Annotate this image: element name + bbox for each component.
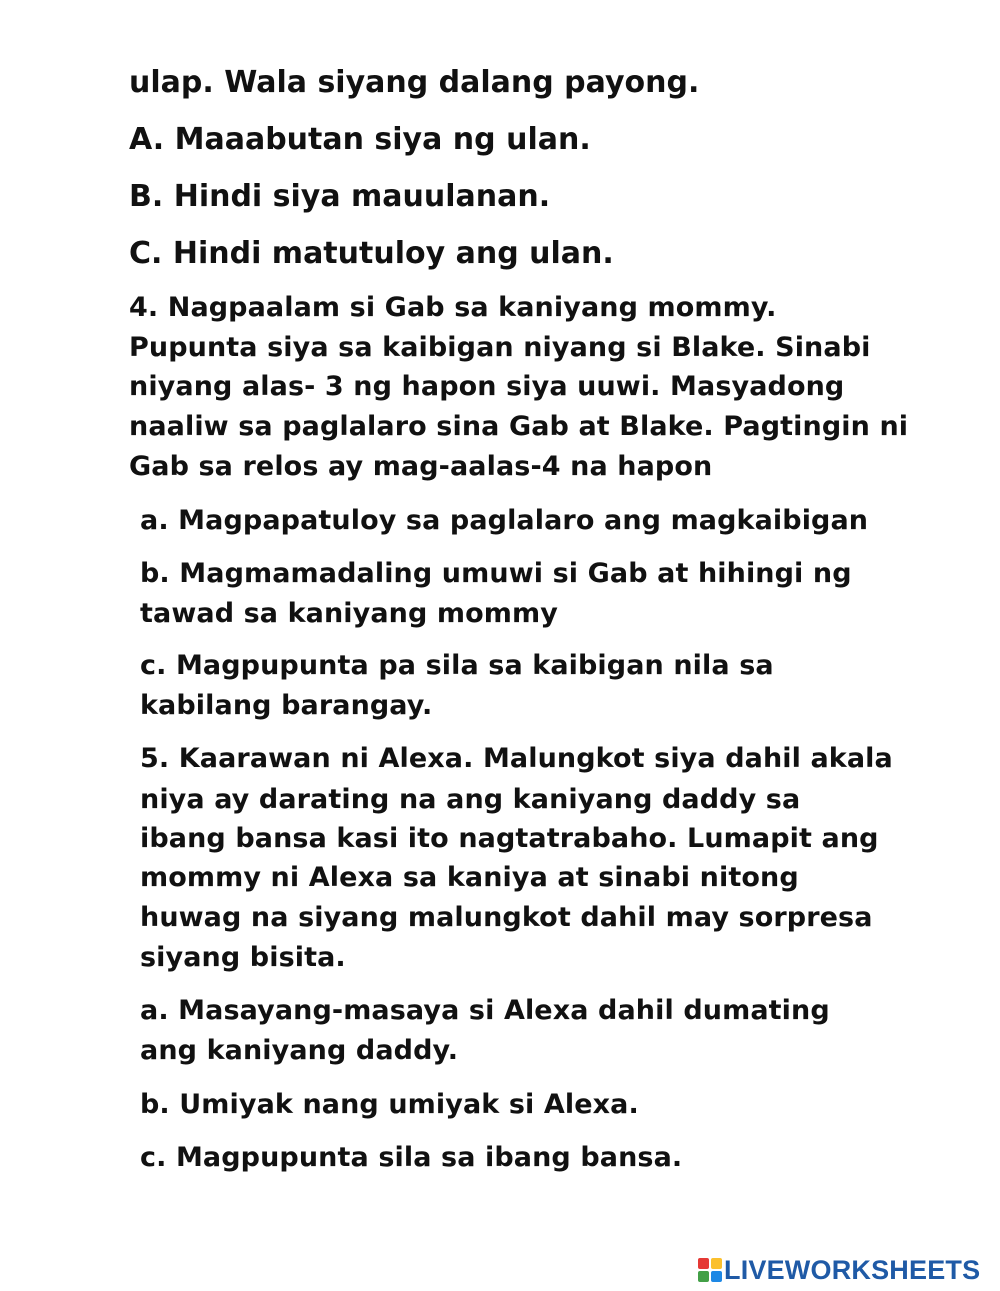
- option-text: B. Hindi siya mauulanan.: [129, 179, 551, 214]
- question-text: niyang alas- 3 ng hapon siya uuwi. Masyadong: [129, 371, 845, 402]
- logo-square-icon: [711, 1271, 722, 1282]
- question-text: siyang bisita.: [140, 942, 346, 973]
- question-text: 5. Kaarawan ni Alexa. Malungkot siya dahil akala: [140, 743, 893, 774]
- logo-square-icon: [711, 1258, 722, 1269]
- option-text: b. Umiyak nang umiyak si Alexa.: [140, 1089, 639, 1120]
- brand-text: LIVEWORKSHEETS: [724, 1254, 981, 1285]
- option-text: a. Magpapatuloy sa paglalaro ang magkaibigan: [140, 505, 869, 536]
- question-text: huwag na siyang malungkot dahil may sorpresa: [140, 902, 873, 933]
- question-text: ibang bansa kasi ito nagtatrabaho. Lumapit ang: [140, 823, 879, 854]
- option-text: c. Magpupunta sila sa ibang bansa.: [140, 1142, 683, 1173]
- option-text: c. Magpupunta pa sila sa kaibigan nila sa: [140, 650, 774, 681]
- question-text: mommy ni Alexa sa kaniya at sinabi nitong: [140, 862, 799, 893]
- logo-square-icon: [698, 1271, 709, 1282]
- text-line: ulap. Wala siyang dalang payong.: [129, 65, 700, 100]
- option-text: tawad sa kaniyang mommy: [140, 598, 558, 629]
- liveworksheets-logo[interactable]: [698, 1256, 980, 1284]
- option-text: kabilang barangay.: [140, 690, 433, 721]
- question-text: 4. Nagpaalam si Gab sa kaniyang mommy.: [129, 292, 777, 323]
- question-text: niya ay darating na ang kaniyang daddy sa: [140, 784, 801, 815]
- question-text: Gab sa relos ay mag-aalas-4 na hapon: [129, 451, 713, 482]
- liveworksheets-icon: [698, 1258, 722, 1282]
- option-text: b. Magmamadaling umuwi si Gab at hihingi ng: [140, 558, 852, 589]
- option-text: a. Masayang-masaya si Alexa dahil dumating: [140, 995, 830, 1026]
- question-text: naaliw sa paglalaro sina Gab at Blake. Pagtingin ni: [129, 411, 909, 442]
- option-text: A. Maaabutan siya ng ulan.: [129, 122, 591, 157]
- option-text: C. Hindi matutuloy ang ulan.: [129, 236, 614, 271]
- question-text: Pupunta siya sa kaibigan niyang si Blake. Sinabi: [129, 332, 871, 363]
- option-text: ang kaniyang daddy.: [140, 1035, 459, 1066]
- logo-square-icon: [698, 1258, 709, 1269]
